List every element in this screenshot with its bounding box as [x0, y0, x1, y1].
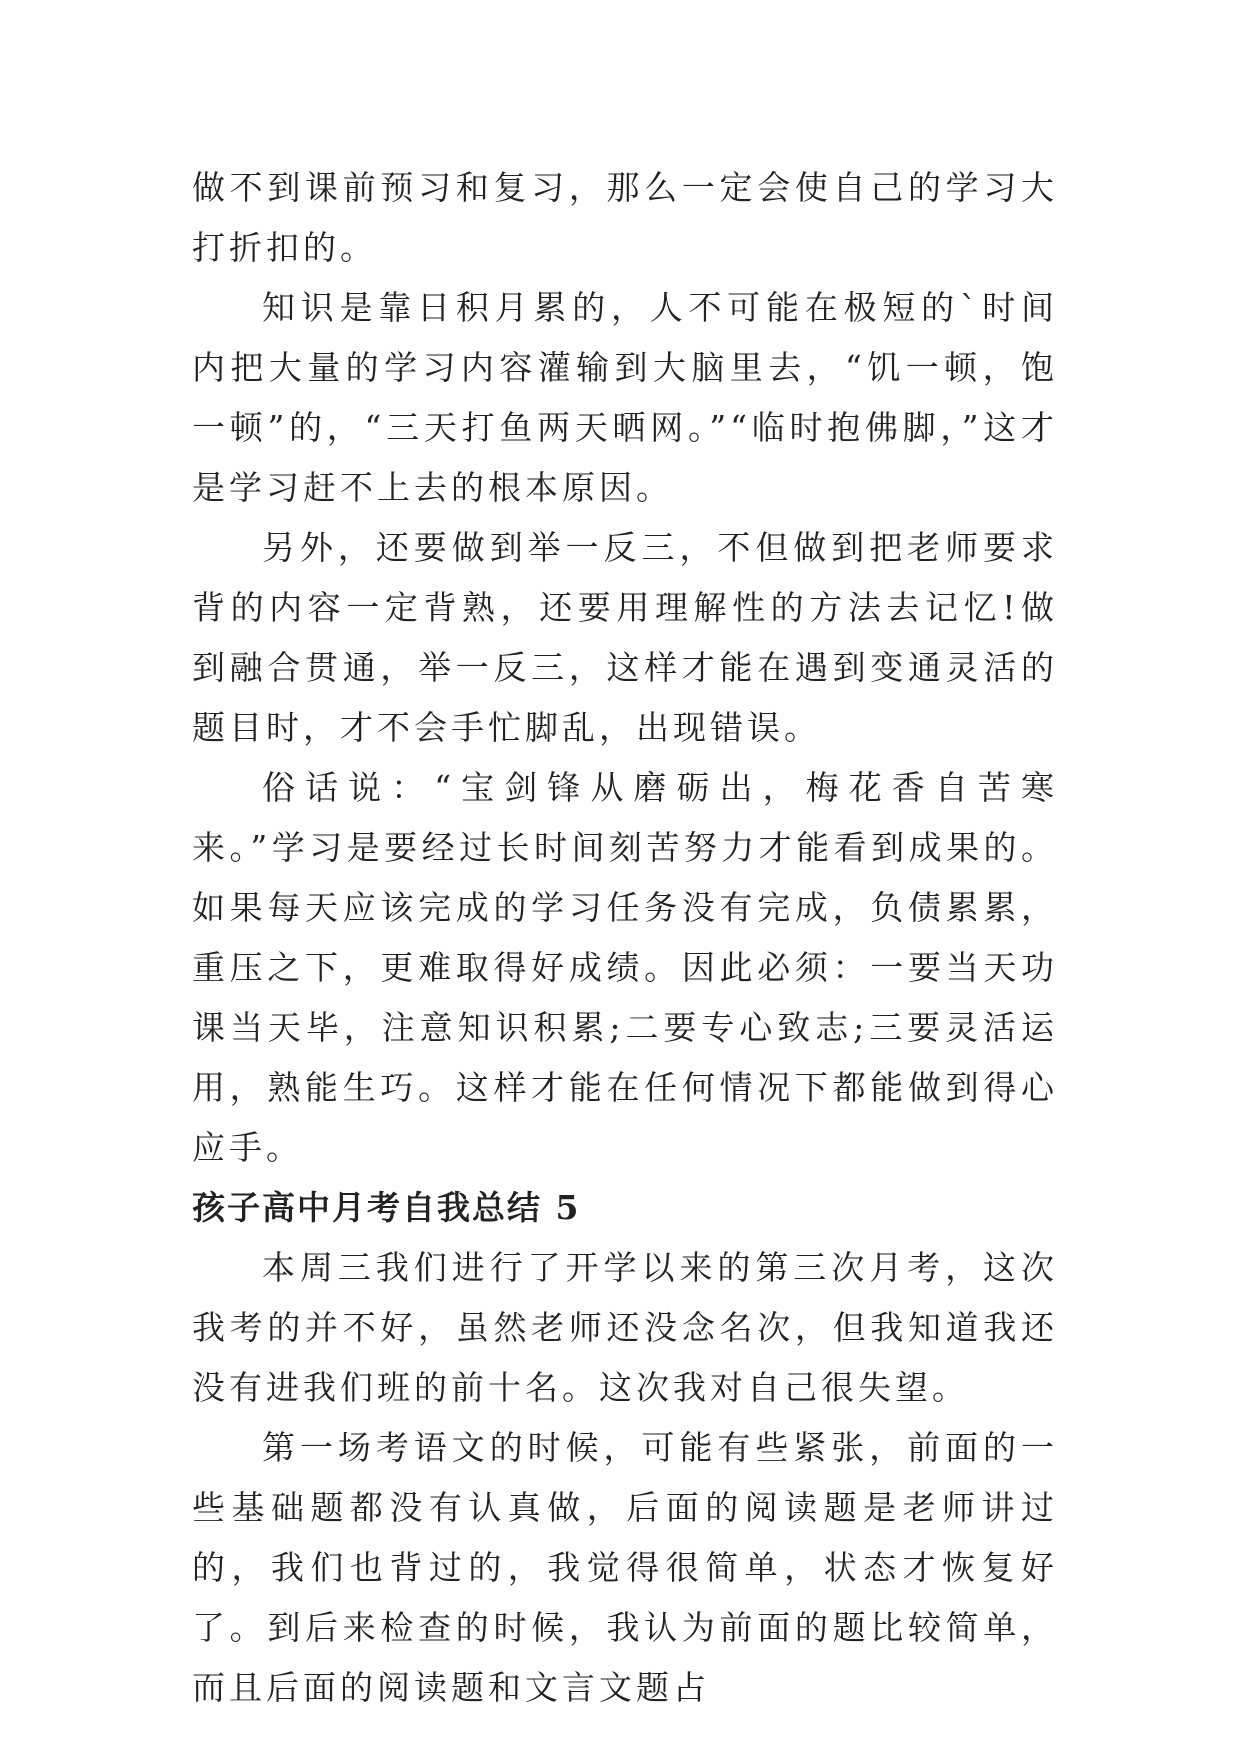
- paragraph: 另外，还要做到举一反三，不但做到把老师要求背的内容一定背熟，还要用理解性的方法去记忆!做到融合贯通，举一反三，这样才能在遇到变通灵活的题目时，才不会手忙脚乱，出现错误。: [192, 528, 1058, 747]
- document-page: [192, 158, 1058, 1718]
- paragraph: 本周三我们进行了开学以来的第三次月考，这次我考的并不好，虽然老师还没念名次，但我知道我还没有进我们班的前十名。这次我对自己很失望。: [192, 1248, 1058, 1407]
- paragraph: 做不到课前预习和复习，那么一定会使自己的学习大打折扣的。: [192, 168, 1058, 267]
- paragraph: 第一场考语文的时候，可能有些紧张，前面的一些基础题都没有认真做，后面的阅读题是老师讲过的，我们也背过的，我觉得很简单，状态才恢复好了。到后来检查的时候，我认为前面的题比较简单，而且后面的阅读题和文言文题占: [192, 1428, 1058, 1707]
- paragraph: 俗话说：“宝剑锋从磨砺出，梅花香自苦寒来。”学习是要经过长时间刻苦努力才能看到成果的。如果每天应该完成的学习任务没有完成，负债累累，重压之下，更难取得好成绩。因此必须：一要当天功课当天毕，注意知识积累;二要专心致志;三要灵活运用，熟能生巧。这样才能在任何情况下都能做到得心应手。: [192, 768, 1058, 1167]
- paragraph: 知识是靠日积月累的，人不可能在极短的`时间内把大量的学习内容灌输到大脑里去，“饥一顿，饱一顿”的，“三天打鱼两天晒网。”“临时抱佛脚，”这才是学习赶不上去的根本原因。: [192, 288, 1058, 507]
- section-heading: 孩子高中月考自我总结 5: [192, 1188, 581, 1227]
